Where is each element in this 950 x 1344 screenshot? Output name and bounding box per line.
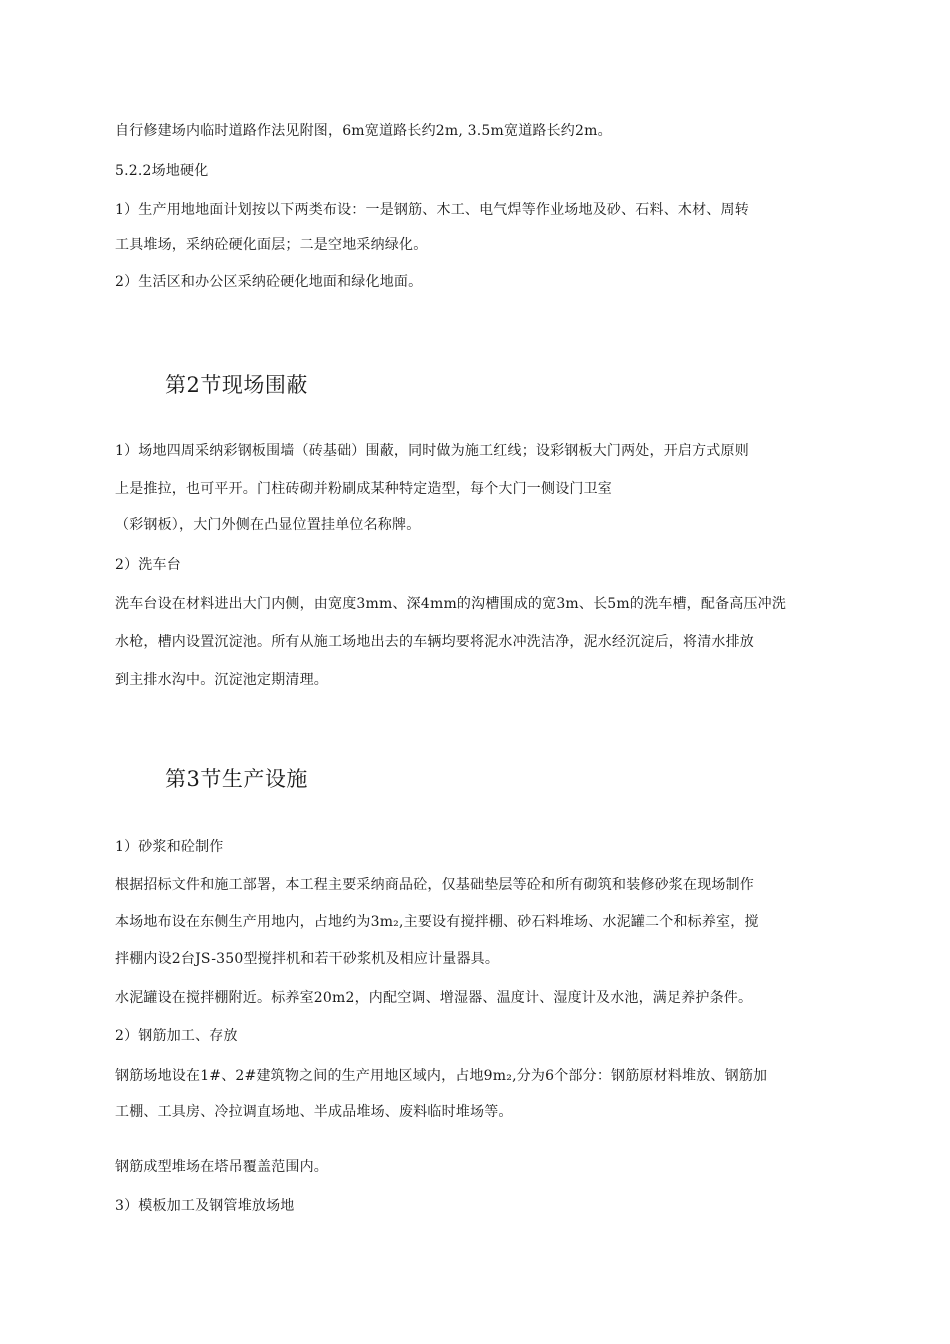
paragraph-line: 本场地布设在东侧生产用地内，占地约为3m₂,主要设有搅拌棚、砂石料堆场、水泥罐二个和标养室，搅 [115, 914, 759, 930]
subsection-title: 2）钢筋加工、存放 [115, 1028, 238, 1044]
paragraph-line: 2）生活区和办公区采纳砼硬化地面和绿化地面。 [115, 274, 423, 290]
section-heading: 第3节生产设施 [165, 767, 308, 791]
paragraph-line: 拌棚内设2台JS-350型搅拌机和若干砂浆机及相应计量器具。 [115, 951, 500, 967]
paragraph-line: 钢筋成型堆场在塔吊覆盖范围内。 [115, 1159, 328, 1175]
paragraph-line: 工具堆场，采纳砼硬化面层；二是空地采纳绿化。 [115, 237, 428, 253]
paragraph-line: 水枪，槽内设置沉淀池。所有从施工场地出去的车辆均要将泥水冲洗洁净，泥水经沉淀后，将清水排放 [115, 634, 754, 650]
paragraph-line: 钢筋场地设在1#、2#建筑物之间的生产用地区域内，占地9m₂,分为6个部分：钢筋原材料堆放、钢筋加 [115, 1068, 768, 1084]
paragraph-line: 1）生产用地地面计划按以下两类布设：一是钢筋、木工、电气焊等作业场地及砂、石料、木材、周转 [115, 202, 749, 218]
subsection-title: 1）砂浆和砼制作 [115, 839, 224, 855]
subsection-title: 5.2.2场地硬化 [115, 163, 209, 179]
paragraph-line: 1）场地四周采纳彩钢板围墙（砖基础）围蔽，同时做为施工红线；设彩钢板大门两处，开启方式原则 [115, 443, 749, 459]
subsection-title: 2）洗车台 [115, 557, 181, 573]
paragraph-line: （彩钢板），大门外侧在凸显位置挂单位名称牌。 [115, 517, 421, 533]
paragraph-line: 洗车台设在材料进出大门内侧，由宽度3mm、深4mm的沟槽围成的宽3m、长5m的洗车槽，配备高压冲洗 [115, 596, 787, 612]
paragraph-line: 上是推拉，也可平开。门柱砖砌并粉刷成某种特定造型，每个大门一侧设门卫室 [115, 481, 612, 497]
paragraph-line: 根据招标文件和施工部署，本工程主要采纳商品砼，仅基础垫层等砼和所有砌筑和装修砂浆在现场制作 [115, 877, 754, 893]
paragraph-line: 工棚、工具房、冷拉调直场地、半成品堆场、废料临时堆场等。 [115, 1104, 513, 1120]
paragraph-line: 到主排水沟中。沉淀池定期清理。 [115, 672, 328, 688]
paragraph-line: 水泥罐设在搅拌棚附近。标养室20m2，内配空调、增湿器、温度计、湿度计及水池，满足养护条件。 [115, 990, 753, 1006]
paragraph-line: 自行修建场内临时道路作法见附图，6m宽道路长约2m, 3.5m宽道路长约2m。 [115, 123, 612, 139]
section-heading: 第2节现场围蔽 [165, 373, 308, 397]
subsection-title: 3）模板加工及钢管堆放场地 [115, 1198, 295, 1214]
